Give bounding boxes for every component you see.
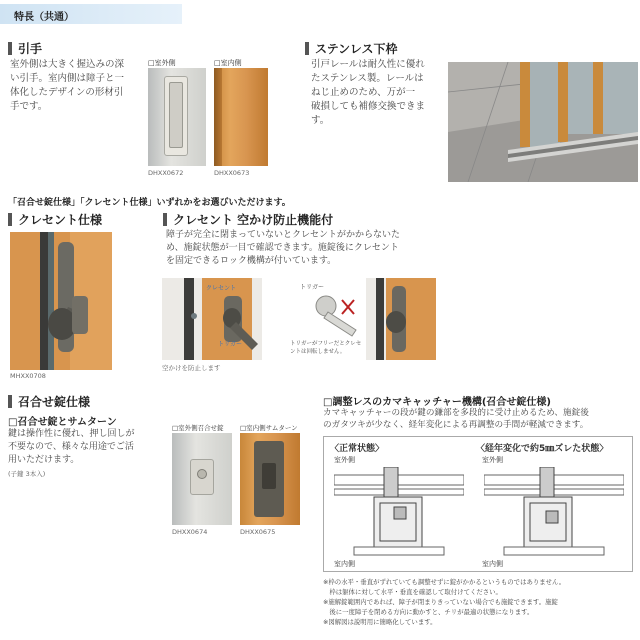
- shift-indoor-label: 室内側: [482, 560, 503, 568]
- shift-state-diagram: [484, 467, 624, 557]
- handle-outdoor-photo: [148, 68, 206, 166]
- catcher-diagram-box: [323, 436, 633, 572]
- crescent-lock-description: 障子が完全に閉まっていないとクレセントがかからないた め、施錠状態が一目で確認できます。施錠後にクレセント を固定できるロック機構が付いています。: [166, 230, 401, 266]
- handle-indoor-label: □室内側: [214, 59, 242, 67]
- normal-state-title: 〈正常状態〉: [330, 444, 385, 454]
- handle-section-title: 引手: [8, 40, 42, 57]
- key-note: (子鍵 3本入): [8, 470, 46, 478]
- heading-bar: [8, 213, 12, 226]
- handle-outdoor-code: DHXX0672: [148, 169, 184, 177]
- crescent-callout: クレセント: [206, 285, 237, 292]
- shift-state-title: 〈経年変化で約5㎜ズレた状態〉: [476, 444, 609, 454]
- outdoor-lock-label: □室外側召合せ錠: [172, 424, 224, 432]
- handle-description: 室外側は大きく握込みの深 い引手。室内側は障子と一 体化したデザインの形材引 手です。: [10, 59, 125, 112]
- crescent-lock-caption: 空かけを防止します: [162, 364, 221, 372]
- heading-bar: [8, 42, 12, 55]
- indoor-thumbturn-photo: [240, 433, 300, 525]
- handle-indoor-photo: [214, 68, 268, 166]
- meeting-lock-section-title: 召合せ錠仕様: [8, 393, 90, 410]
- meeting-lock-description: 鍵は操作性に優れ、押し回しが 不要なので、様々な用途でご活 用いただけます。: [8, 429, 135, 465]
- section-header: 特長（共通）: [0, 4, 182, 24]
- rail-description: 引戸レールは耐久性に優れ たステンレス製。レールは ねじ止めのため、万が一 破損しても補修交換できま す。: [311, 59, 426, 126]
- meeting-lock-subtitle: □召合せ錠とサムターン: [8, 417, 117, 428]
- heading-bar: [8, 395, 12, 408]
- trigger-label: トリガー: [300, 284, 324, 291]
- shift-outdoor-label: 室外側: [482, 456, 503, 464]
- trigger-note: トリガーがフリーだとクレセ ントは回転しません。: [290, 341, 362, 355]
- crescent-photo: [10, 232, 112, 370]
- indoor-thumbturn-code: DHXX0675: [240, 528, 276, 536]
- outdoor-lock-code: DHXX0674: [172, 528, 208, 536]
- handle-outdoor-label: □室外側: [148, 59, 176, 67]
- catcher-description: カマキャッチャーの段が鍵の鎌部を多段的に受け止めるため、施錠後 のガタツキが少なく、経年変化による再調整の手間が軽減できます。: [323, 408, 589, 430]
- normal-state-diagram: [334, 467, 464, 557]
- rail-section-title: ステンレス下枠: [305, 40, 398, 57]
- catcher-title: □調整レスのカマキャッチャー機構(召合せ錠仕様): [323, 397, 551, 408]
- choice-note: 「召合せ錠仕様」「クレセント仕様」いずれかをお選びいただけます。: [8, 198, 291, 208]
- crescent-section-title: クレセント仕様: [8, 211, 102, 228]
- rail-photo: [448, 62, 638, 182]
- normal-outdoor-label: 室外側: [334, 456, 355, 464]
- crescent-code: MHXX0708: [10, 372, 46, 380]
- normal-indoor-label: 室内側: [334, 560, 355, 568]
- crescent-lock-photo-2: [366, 278, 436, 360]
- indoor-thumbturn-label: □室内側サムターン: [240, 424, 298, 432]
- trigger-callout: トリガー: [218, 341, 242, 348]
- footnotes: ※枠の水平・垂直がずれていても調整せずに錠がかかるというものではありません。 枠は躯体に対して水平・垂直を確認して取付けてください。 ※施解錠範囲内であれば、障子が閉まりきっていない場合でも施錠できます。施錠 後に一度障子を閉める方向に動かすと、チリが最適の状態になります。 ※図解図は説明用に簡略化しています。: [323, 578, 566, 626]
- heading-bar: [163, 213, 167, 226]
- trigger-diagram: [296, 286, 366, 340]
- outdoor-lock-photo: [172, 433, 232, 525]
- handle-indoor-code: DHXX0673: [214, 169, 250, 177]
- heading-bar: [305, 42, 309, 55]
- crescent-lock-section-title: クレセント 空かけ防止機能付: [163, 211, 333, 228]
